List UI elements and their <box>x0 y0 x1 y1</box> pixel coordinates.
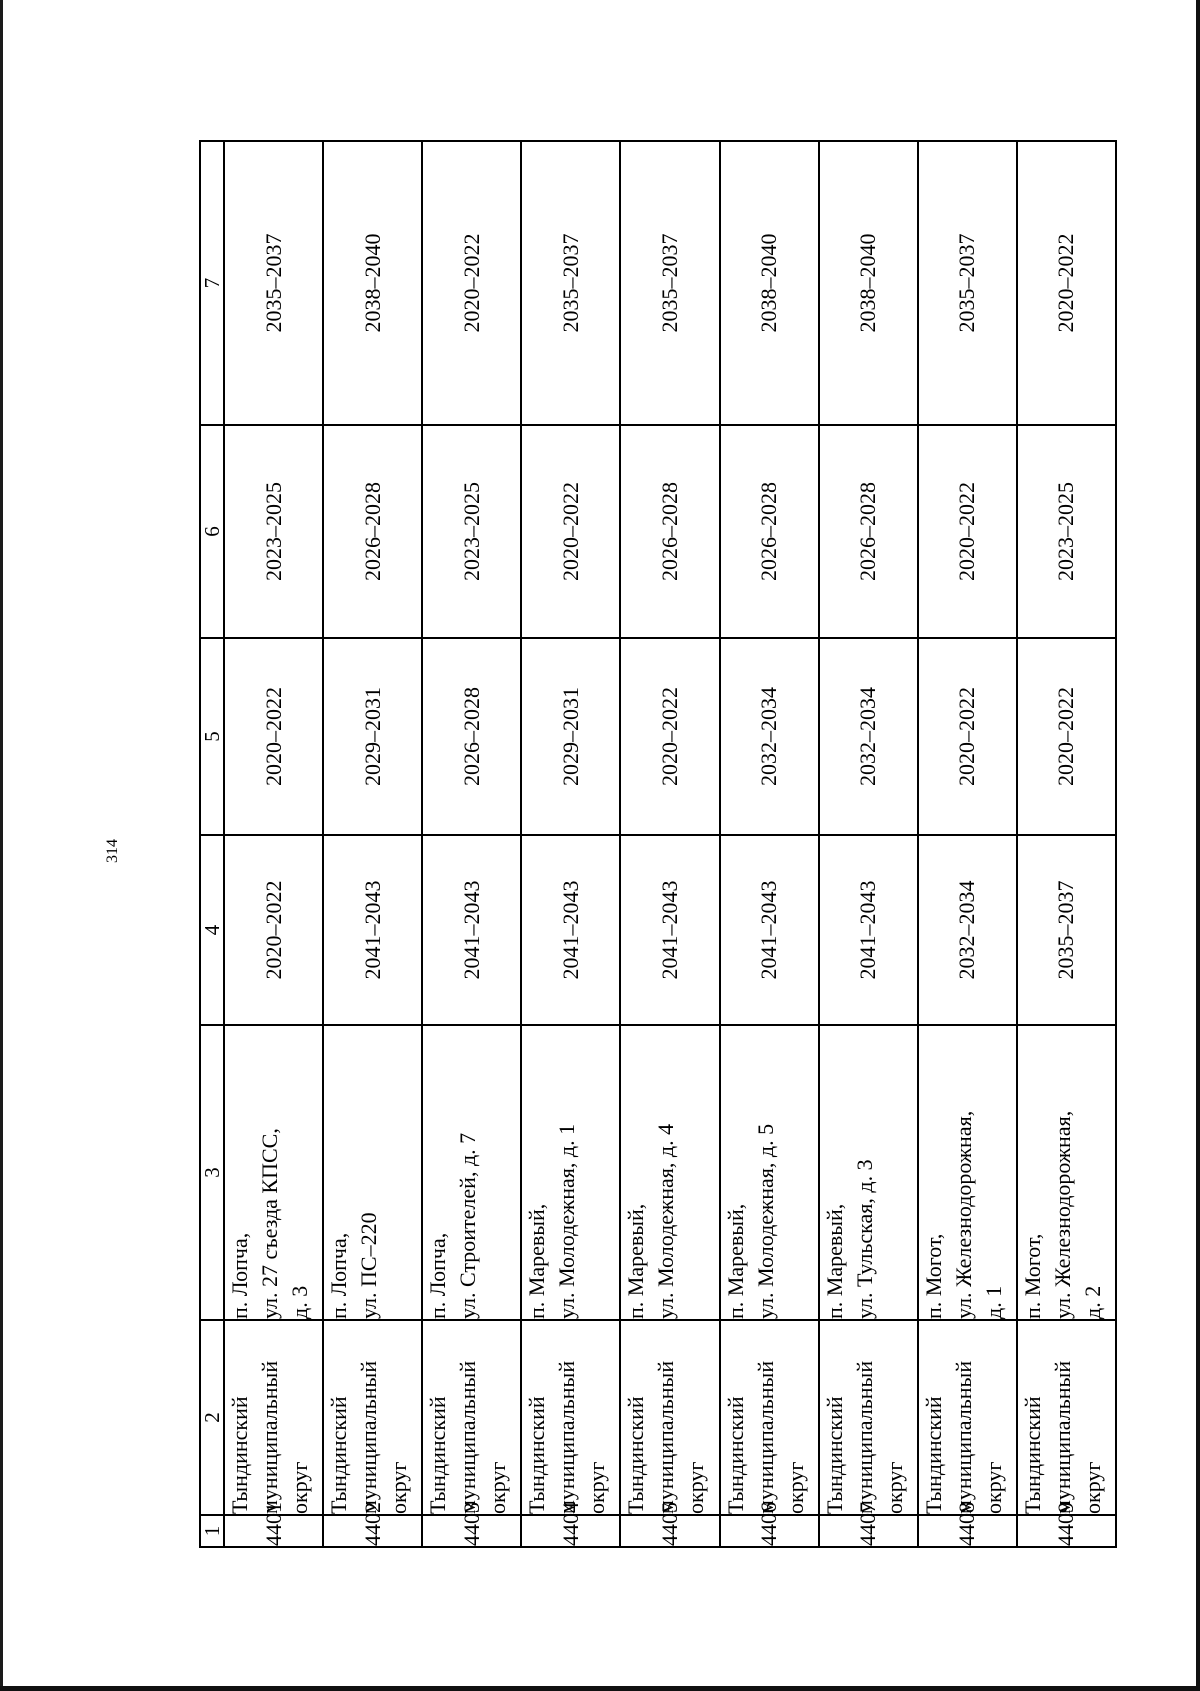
row-number: 4407 <box>819 1515 918 1547</box>
district-line: округ <box>1079 1461 1105 1514</box>
address-cell <box>224 1025 323 1320</box>
period-col4: 2041–2043 <box>521 835 620 1025</box>
district-line: Тындинский <box>722 1396 748 1514</box>
period-col7: 2035–2037 <box>224 141 323 425</box>
data-table <box>199 140 1117 1548</box>
district-line: округ <box>980 1461 1006 1514</box>
address-cell <box>918 1025 1017 1320</box>
address-line: п. Лопча, <box>326 1232 352 1319</box>
period-col5: 2026–2028 <box>422 638 521 835</box>
table-row <box>323 141 422 1547</box>
address-line: п. Могот, <box>920 1233 946 1319</box>
district-line: муниципальный <box>455 1360 481 1514</box>
district-line: муниципальный <box>356 1360 382 1514</box>
period-col6: 2023–2025 <box>1017 425 1116 638</box>
row-number: 4401 <box>224 1515 323 1547</box>
period-col7: 2020–2022 <box>422 141 521 425</box>
period-col6: 2026–2028 <box>819 425 918 638</box>
district-cell <box>819 1320 918 1515</box>
period-col6: 2023–2025 <box>224 425 323 638</box>
address-cell <box>620 1025 719 1320</box>
period-col4: 2041–2043 <box>323 835 422 1025</box>
table-row <box>422 141 521 1547</box>
period-col5: 2032–2034 <box>720 638 819 835</box>
rotated-table-container <box>199 142 1117 1548</box>
district-line: округ <box>386 1461 412 1514</box>
period-col6: 2026–2028 <box>720 425 819 638</box>
district-line: округ <box>881 1461 907 1514</box>
district-line: Тындинский <box>623 1396 649 1514</box>
period-col6: 2026–2028 <box>323 425 422 638</box>
address-line: ул. Молодежная, д. 4 <box>653 1123 679 1319</box>
district-line: округ <box>782 1461 808 1514</box>
address-line: ул. Железнодорожная, <box>1049 1110 1075 1319</box>
address-cell <box>1017 1025 1116 1320</box>
district-line: муниципальный <box>1049 1360 1075 1514</box>
address-cell <box>720 1025 819 1320</box>
period-col7: 2035–2037 <box>521 141 620 425</box>
row-number: 4403 <box>422 1515 521 1547</box>
table-row <box>918 141 1017 1547</box>
address-line: ул. 27 съезда КПСС, <box>257 1128 282 1319</box>
period-col5: 2020–2022 <box>620 638 719 835</box>
row-number: 4409 <box>1017 1515 1116 1547</box>
header-cell: 6 <box>200 425 224 638</box>
header-cell: 4 <box>200 835 224 1025</box>
table-row <box>521 141 620 1547</box>
period-col6: 2020–2022 <box>521 425 620 638</box>
address-cell <box>819 1025 918 1320</box>
district-line: муниципальный <box>851 1360 877 1514</box>
district-cell <box>224 1320 323 1515</box>
period-col5: 2029–2031 <box>323 638 422 835</box>
district-line: Тындинский <box>326 1396 352 1514</box>
period-col7: 2020–2022 <box>1017 141 1116 425</box>
district-line: Тындинский <box>227 1396 252 1514</box>
period-col6: 2026–2028 <box>620 425 719 638</box>
district-line: округ <box>485 1461 511 1514</box>
scan-edge-bottom <box>0 1686 1200 1691</box>
table-row <box>224 141 323 1547</box>
period-col7: 2038–2040 <box>819 141 918 425</box>
address-line: п. Лопча, <box>227 1232 252 1319</box>
period-col7: 2035–2037 <box>918 141 1017 425</box>
header-cell: 2 <box>200 1320 224 1515</box>
district-cell <box>1017 1320 1116 1515</box>
address-line: ул. Строителей, д. 7 <box>455 1132 481 1319</box>
address-line: ул. Железнодорожная, <box>950 1110 976 1319</box>
period-col5: 2032–2034 <box>819 638 918 835</box>
district-cell <box>918 1320 1017 1515</box>
row-number: 4405 <box>620 1515 719 1547</box>
table-row <box>1017 141 1116 1547</box>
district-line: муниципальный <box>554 1360 580 1514</box>
address-line: п. Маревый, <box>821 1203 847 1319</box>
district-line: округ <box>287 1461 312 1514</box>
address-line: ул. ПС–220 <box>356 1212 382 1319</box>
period-col4: 2041–2043 <box>620 835 719 1025</box>
period-col4: 2020–2022 <box>224 835 323 1025</box>
row-number: 4402 <box>323 1515 422 1547</box>
address-line: д. 1 <box>980 1285 1006 1319</box>
period-col7: 2035–2037 <box>620 141 719 425</box>
district-line: округ <box>683 1461 709 1514</box>
header-cell: 3 <box>200 1025 224 1320</box>
address-cell <box>323 1025 422 1320</box>
district-cell <box>422 1320 521 1515</box>
period-col4: 2032–2034 <box>918 835 1017 1025</box>
address-cell <box>521 1025 620 1320</box>
period-col6: 2023–2025 <box>422 425 521 638</box>
district-line: муниципальный <box>950 1360 976 1514</box>
address-line: п. Маревый, <box>623 1203 649 1319</box>
address-line: д. 2 <box>1079 1285 1105 1319</box>
district-cell <box>521 1320 620 1515</box>
district-line: Тындинский <box>425 1396 451 1514</box>
period-col4: 2035–2037 <box>1017 835 1116 1025</box>
address-line: ул. Тульская, д. 3 <box>851 1159 877 1319</box>
header-cell: 1 <box>200 1515 224 1547</box>
district-line: муниципальный <box>752 1360 778 1514</box>
row-number: 4406 <box>720 1515 819 1547</box>
period-col7: 2038–2040 <box>720 141 819 425</box>
address-cell <box>422 1025 521 1320</box>
district-line: муниципальный <box>653 1360 679 1514</box>
table-row <box>819 141 918 1547</box>
period-col5: 2020–2022 <box>1017 638 1116 835</box>
district-line: округ <box>584 1461 610 1514</box>
period-col6: 2020–2022 <box>918 425 1017 638</box>
address-line: ул. Молодежная, д. 5 <box>752 1123 778 1319</box>
table-row <box>620 141 719 1547</box>
district-line: муниципальный <box>257 1360 282 1514</box>
district-line: Тындинский <box>920 1396 946 1514</box>
row-number: 4404 <box>521 1515 620 1547</box>
row-number: 4408 <box>918 1515 1017 1547</box>
district-line: Тындинский <box>1019 1396 1045 1514</box>
period-col4: 2041–2043 <box>422 835 521 1025</box>
address-line: ул. Молодежная, д. 1 <box>554 1123 580 1319</box>
period-col4: 2041–2043 <box>720 835 819 1025</box>
period-col7: 2038–2040 <box>323 141 422 425</box>
address-line: п. Могот, <box>1019 1233 1045 1319</box>
district-line: Тындинский <box>821 1396 847 1514</box>
district-cell <box>620 1320 719 1515</box>
scan-edge-right <box>1196 0 1200 1691</box>
district-cell <box>323 1320 422 1515</box>
period-col4: 2041–2043 <box>819 835 918 1025</box>
table-row <box>720 141 819 1547</box>
district-line: Тындинский <box>524 1396 550 1514</box>
scan-edge-left <box>0 0 3 1691</box>
page-number: 314 <box>104 839 121 863</box>
address-line: п. Маревый, <box>722 1203 748 1319</box>
district-cell <box>720 1320 819 1515</box>
address-line: п. Маревый, <box>524 1203 550 1319</box>
header-cell: 7 <box>200 141 224 425</box>
header-cell: 5 <box>200 638 224 835</box>
header-row <box>200 141 224 1547</box>
period-col5: 2020–2022 <box>918 638 1017 835</box>
address-line: д. 3 <box>287 1285 312 1319</box>
address-line: п. Лопча, <box>425 1232 451 1319</box>
period-col5: 2029–2031 <box>521 638 620 835</box>
period-col5: 2020–2022 <box>224 638 323 835</box>
